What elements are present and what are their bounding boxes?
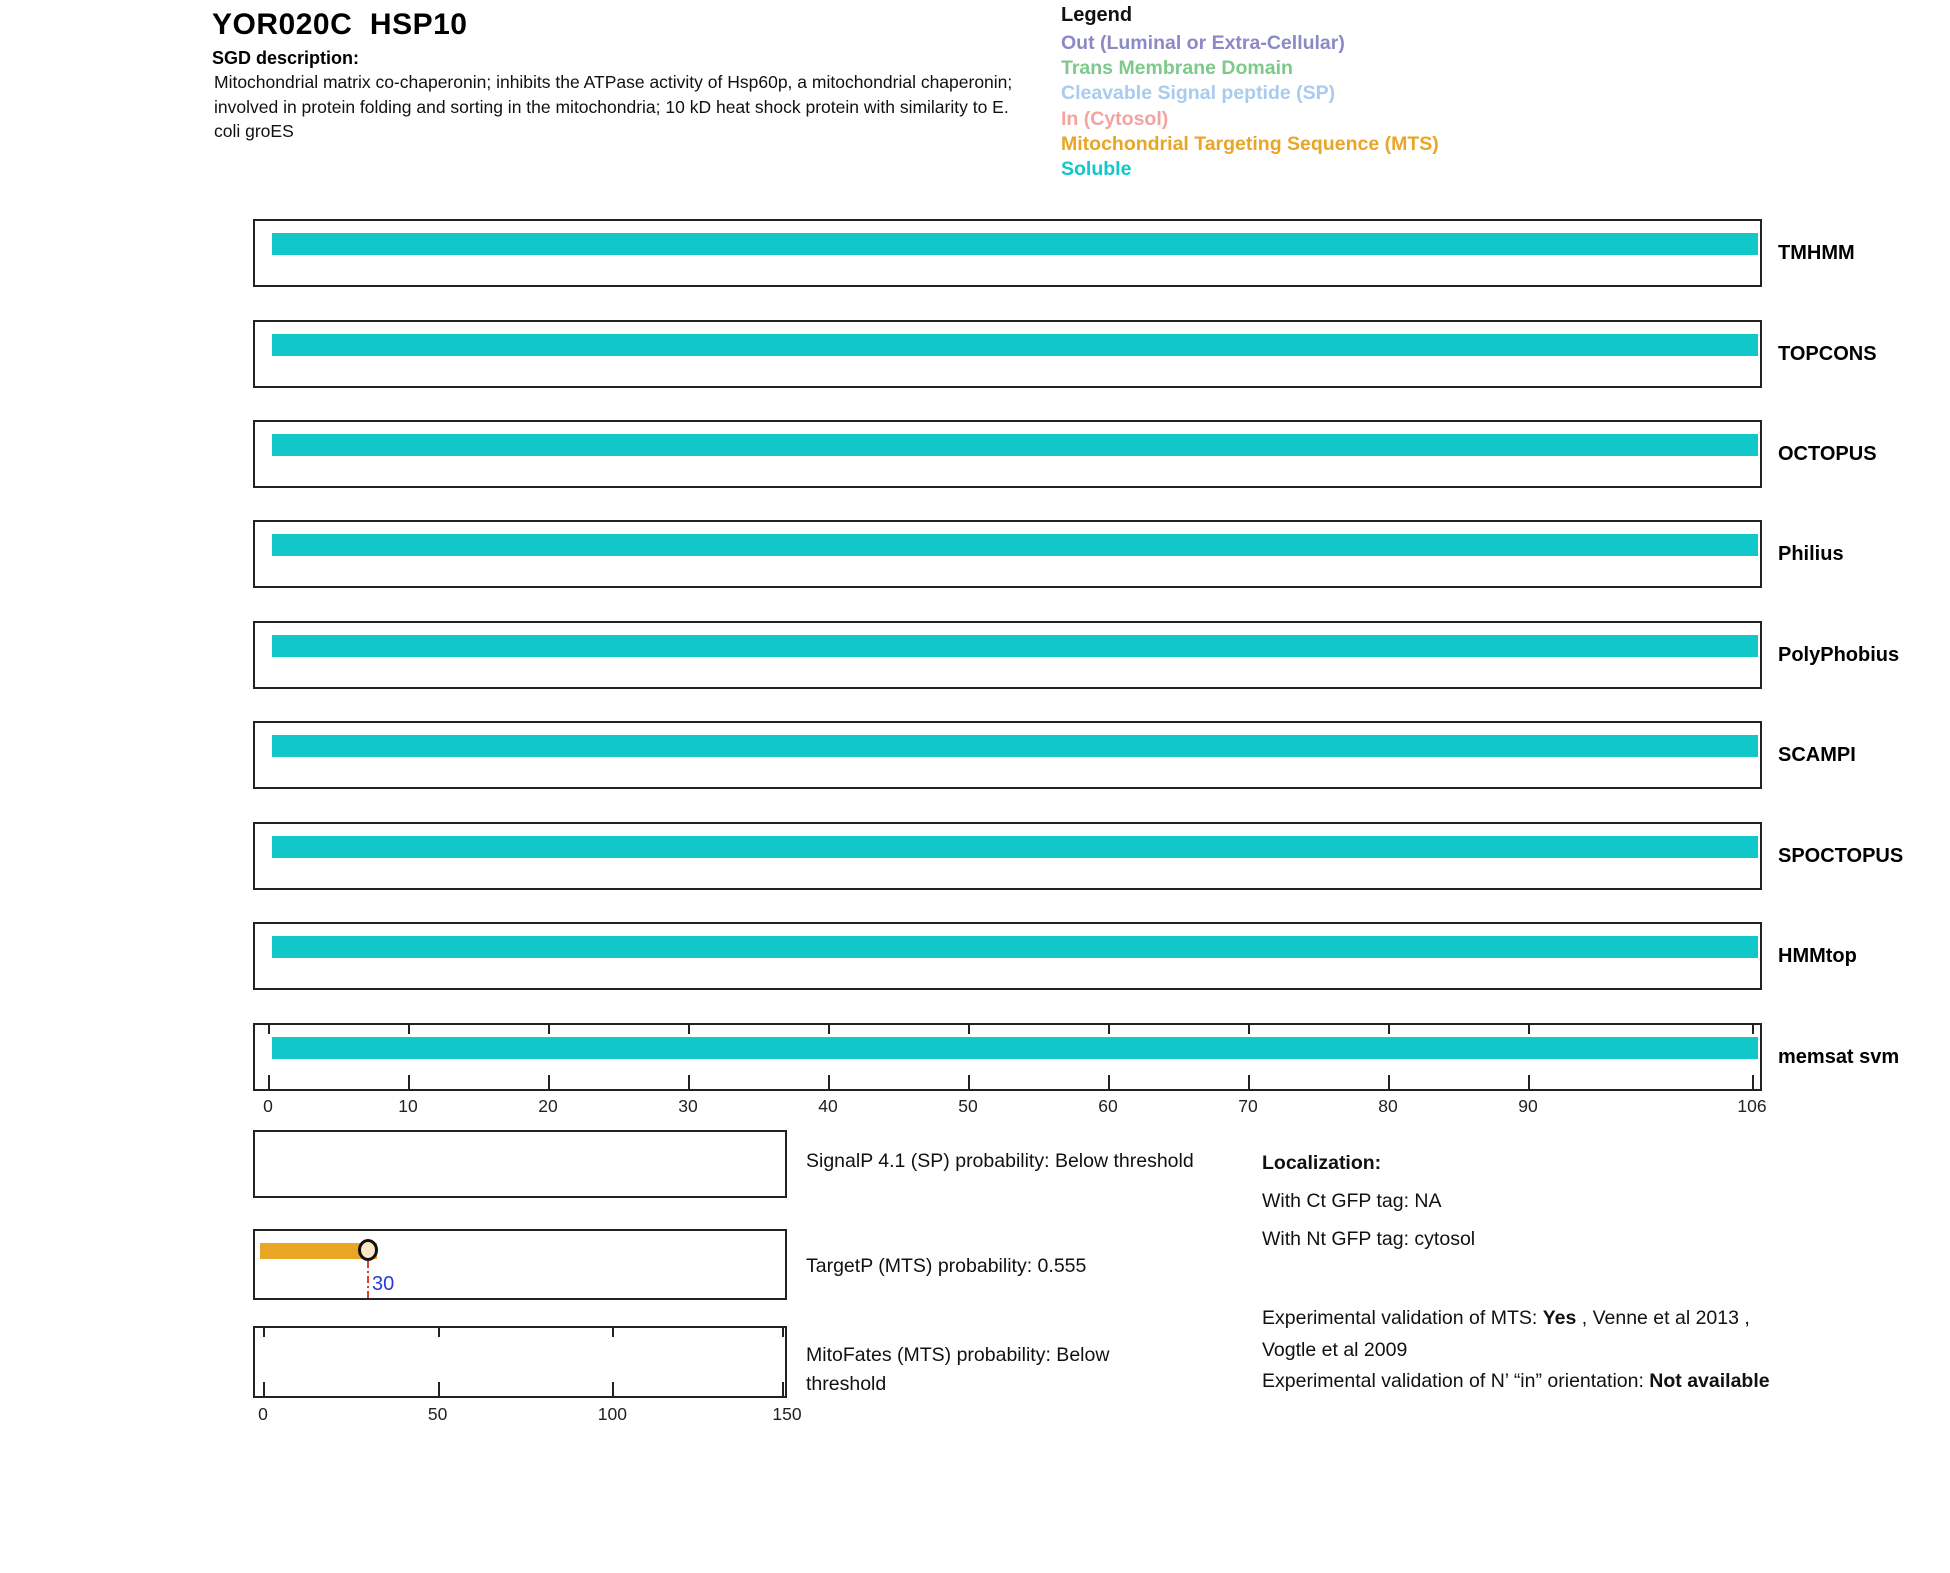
axis-tick-label: 30	[678, 1096, 698, 1116]
localization-ct-gfp: With Ct GFP tag: NA	[1262, 1190, 1442, 1212]
track-box-philius	[253, 520, 1762, 588]
text: Experimental validation of MTS:	[1262, 1307, 1543, 1329]
axis-tick	[1248, 1075, 1250, 1089]
axis-tick	[1388, 1075, 1390, 1089]
localization-block	[1262, 1144, 1475, 1258]
soluble-bar	[272, 936, 1758, 958]
axis-tick	[438, 1382, 440, 1396]
axis-tick	[1528, 1075, 1530, 1089]
cleavage-site-label: 30	[372, 1273, 395, 1295]
axis-tick	[1388, 1025, 1390, 1034]
axis-tick	[828, 1075, 830, 1089]
track-label-topcons: TOPCONS	[1778, 343, 1877, 365]
track-box-topcons	[253, 320, 1762, 388]
axis-tick	[1248, 1025, 1250, 1034]
legend-item-out: Out (Luminal or Extra-Cellular)	[1061, 32, 1345, 54]
targetp-plot-box	[253, 1229, 787, 1300]
experimental-validation-block	[1262, 1303, 1780, 1398]
mitofates-plot-box	[253, 1326, 787, 1398]
soluble-bar	[272, 534, 1758, 556]
axis-tick-label: 80	[1378, 1096, 1398, 1116]
axis-tick	[1108, 1075, 1110, 1089]
track-box-polyphobius	[253, 621, 1762, 689]
axis-tick	[828, 1025, 830, 1034]
legend-item-in: In (Cytosol)	[1061, 107, 1169, 130]
sgd-description-text: Mitochondrial matrix co-chaperonin; inhibits the ATPase activity of Hsp60p, a mitochondrial chaperonin; involved in protein folding and sorting in the mitochondria; 10 kD heat shock protein with similarity to E. coli groES	[214, 72, 1013, 141]
track-box-hmmtop	[253, 922, 1762, 990]
axis-tick	[408, 1025, 410, 1034]
axis-tick-label: 100	[597, 1404, 627, 1424]
axis-tick-label: 0	[263, 1096, 273, 1116]
signalp-plot-box	[253, 1130, 787, 1198]
experimental-orientation-line	[1262, 1366, 1780, 1398]
axis-tick	[408, 1075, 410, 1089]
axis-tick	[548, 1025, 550, 1034]
axis-tick	[1752, 1025, 1754, 1034]
axis-tick	[612, 1382, 614, 1396]
legend-item-tm: Trans Membrane Domain	[1061, 57, 1293, 80]
track-label-spoctopus: SPOCTOPUS	[1778, 845, 1904, 867]
axis-tick	[1752, 1075, 1754, 1089]
experimental-mts-line	[1262, 1303, 1780, 1366]
soluble-bar	[272, 635, 1758, 657]
track-box-tmhmm	[253, 219, 1762, 287]
localization-nt-gfp: With Nt GFP tag: cytosol	[1262, 1228, 1476, 1250]
text: Experimental validation of N’ “in” orientation:	[1262, 1370, 1650, 1392]
legend-title: Legend	[1061, 4, 1133, 26]
targetp-caption: TargetP (MTS) probability: 0.555	[806, 1255, 1087, 1277]
axis-tick-label: 106	[1737, 1096, 1767, 1116]
legend	[1061, 4, 1439, 182]
page-title: YOR020C HSP10	[212, 8, 468, 41]
axis-tick	[268, 1025, 270, 1034]
axis-tick-label: 150	[772, 1404, 802, 1424]
track-label-octopus: OCTOPUS	[1778, 443, 1877, 465]
axis-tick-label: 10	[398, 1096, 418, 1116]
cleavage-site-line	[367, 1261, 369, 1298]
sgd-description-label: SGD description:	[212, 48, 360, 68]
legend-item-soluble: Soluble	[1061, 158, 1132, 181]
bold-text: Not available	[1649, 1370, 1770, 1392]
track-label-memsat-svm: memsat svm	[1778, 1046, 1900, 1068]
track-box-spoctopus	[253, 822, 1762, 890]
axis-tick	[548, 1075, 550, 1089]
track-box-scampi	[253, 721, 1762, 789]
mitofates-caption: MitoFates (MTS) probability: Below threshold	[806, 1344, 1110, 1395]
axis-tick	[782, 1382, 784, 1396]
track-label-tmhmm: TMHMM	[1778, 242, 1855, 264]
soluble-bar	[272, 334, 1758, 356]
axis-tick	[1108, 1025, 1110, 1034]
axis-tick	[263, 1382, 265, 1396]
axis-tick	[968, 1075, 970, 1089]
axis-tick-label: 50	[958, 1096, 978, 1116]
cleavage-site-marker	[358, 1239, 378, 1261]
soluble-bar	[272, 735, 1758, 757]
axis-tick-label: 70	[1238, 1096, 1258, 1116]
axis-tick	[688, 1025, 690, 1034]
axis-tick	[968, 1025, 970, 1034]
axis-tick	[1528, 1025, 1530, 1034]
axis-tick	[612, 1328, 614, 1337]
axis-tick	[263, 1328, 265, 1337]
axis-tick	[438, 1328, 440, 1337]
axis-tick-label: 0	[258, 1404, 268, 1424]
text: , Venne et al 2013 , Vogtle et al 2009	[1262, 1307, 1750, 1361]
soluble-bar	[272, 434, 1758, 456]
axis-tick-label: 90	[1518, 1096, 1538, 1116]
track-label-philius: Philius	[1778, 543, 1844, 565]
legend-item-sp: Cleavable Signal peptide (SP)	[1061, 82, 1336, 105]
localization-title: Localization:	[1262, 1152, 1382, 1174]
soluble-bar	[272, 836, 1758, 858]
soluble-bar	[272, 1037, 1758, 1059]
signalp-caption: SignalP 4.1 (SP) probability: Below threshold	[806, 1150, 1194, 1172]
track-label-scampi: SCAMPI	[1778, 744, 1856, 766]
axis-tick	[782, 1328, 784, 1337]
track-label-polyphobius: PolyPhobius	[1778, 644, 1900, 666]
bold-text: Yes	[1542, 1307, 1577, 1329]
legend-item-mts: Mitochondrial Targeting Sequence (MTS)	[1061, 132, 1439, 155]
axis-tick-label: 40	[818, 1096, 838, 1116]
axis-tick-label: 20	[538, 1096, 558, 1116]
axis-tick-label: 60	[1098, 1096, 1118, 1116]
track-box-memsat-svm	[253, 1023, 1762, 1091]
axis-tick	[688, 1075, 690, 1089]
axis-tick-label: 50	[427, 1404, 448, 1424]
track-label-hmmtop: HMMtop	[1778, 945, 1857, 967]
axis-tick	[268, 1075, 270, 1089]
soluble-bar	[272, 233, 1758, 255]
track-box-octopus	[253, 420, 1762, 488]
